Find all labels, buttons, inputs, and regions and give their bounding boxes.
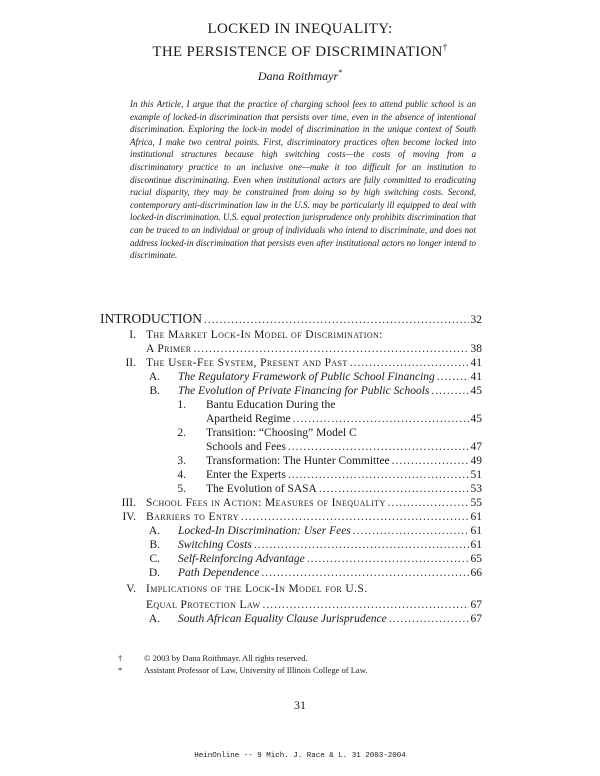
toc-number: V.	[126, 583, 136, 595]
toc-leader	[288, 468, 469, 482]
toc-leader	[262, 598, 468, 612]
toc-row	[206, 440, 482, 454]
toc-page: 67	[470, 599, 482, 611]
toc-page: 65	[470, 553, 482, 565]
toc-page: 41	[470, 357, 482, 369]
toc-leader	[293, 412, 469, 426]
author-text: Danа Roithmayr	[257, 69, 339, 83]
page-number: 31	[294, 698, 306, 712]
toc-number: 4.	[177, 469, 186, 481]
toc-number: 3.	[177, 455, 186, 467]
toc-page: 41	[470, 371, 482, 383]
footnote	[118, 652, 478, 664]
toc-row	[146, 342, 482, 356]
toc-number: IV.	[122, 511, 136, 523]
toc-page: 61	[470, 525, 482, 537]
toc-leader	[353, 524, 469, 538]
footnote	[118, 664, 478, 676]
footnote-mark: *	[118, 665, 123, 675]
toc-label: INTRODUCTION	[100, 311, 202, 326]
toc-page: 49	[470, 455, 482, 467]
toc-row	[138, 552, 482, 566]
toc-label: Path Dependence	[178, 567, 260, 579]
toc-row	[138, 524, 482, 538]
footnote-text: Assistant Professor of Law, University of Illinois College of Law.	[144, 665, 368, 675]
toc-number: B.	[149, 385, 160, 397]
toc-page: 67	[470, 613, 482, 625]
toc-page: 55	[470, 497, 482, 509]
toc-row	[114, 582, 482, 596]
toc-page: 61	[470, 511, 482, 523]
toc-label: Barriers to Entry	[146, 511, 239, 523]
toc-number: D.	[148, 567, 160, 579]
toc-leader	[254, 538, 469, 552]
toc-row	[138, 538, 482, 552]
toc-row	[164, 468, 482, 482]
toc-row	[114, 356, 482, 370]
footnote-mark: †	[118, 653, 123, 663]
toc-page: 53	[470, 483, 482, 495]
toc-row	[114, 510, 482, 524]
toc-number: 1.	[177, 399, 186, 411]
toc-row	[164, 426, 482, 440]
toc-page: 45	[470, 385, 482, 397]
toc-number: A.	[148, 371, 160, 383]
toc-number: B.	[149, 539, 160, 551]
toc-label: The Regulatory Framework of Public School Financing	[178, 371, 435, 383]
source-footer: HeinOnline -- 9 Mich. J. Race & L. 31 2003-2004	[194, 752, 406, 760]
toc-label: The User-Fee System, Present and Past	[146, 357, 348, 369]
toc-label: Enter the Experts	[206, 469, 286, 481]
toc-label: South African Equality Clause Jurisprudence	[178, 613, 387, 625]
toc-leader	[288, 440, 469, 454]
footnotes	[118, 652, 478, 676]
toc-page: 51	[470, 469, 482, 481]
toc-label: Transition: “Choosing” Model C	[206, 427, 357, 439]
abstract: In this Article, I argue that the practice of charging school fees to attend public school is an example of locked-in discrimination that persists over time, even in the absence of intentional discrimination. Exploring the lock-in model of discrimination in the unique context of South Africa, I make two central points. First, discriminatory practices often become locked into institutional structures because high switching costs—the costs of moving from a discriminatory practice to an inclusive one—make it too difficult for an institution to discontinue discriminating. Even when institutional actors are fully committed to eradicating racial disparity, they may be constrained from doing so by high switching costs. Second, contemporary anti-discrimination law in the U.S. may be particularly ill equipped to deal with locked-in discrimination. U.S. equal protection jurisprudence only prohibits discrimination that can be traced to an individual or group of individuals who intend to discriminate, and does not address locked-in discrimination that persists even after institutional actors no longer intend to discriminate.	[130, 99, 476, 261]
toc-leader	[437, 370, 469, 384]
toc-row	[138, 384, 482, 398]
toc-number: 2.	[177, 427, 186, 439]
toc-number: C.	[149, 553, 160, 565]
toc-label: Self-Reinforcing Advantage	[178, 553, 305, 565]
toc-leader	[307, 552, 469, 566]
toc-row	[164, 454, 482, 468]
toc-label: Apartheid Regime	[206, 413, 291, 425]
toc-page: 45	[470, 413, 482, 425]
toc-leader	[261, 566, 468, 580]
toc-leader	[204, 313, 469, 327]
toc-number: II.	[125, 357, 136, 369]
toc-label: Locked-In Discrimination: User Fees	[178, 525, 351, 537]
footnote-text: © 2003 by Dana Roithmayr. All rights reserved.	[144, 653, 308, 663]
title-footnote-mark: †	[442, 42, 448, 52]
toc-label: Implications of the Lock-In Model for U.S.	[146, 583, 368, 595]
toc-leader	[392, 454, 469, 468]
toc-leader	[193, 342, 468, 356]
toc-row	[100, 312, 482, 327]
toc-label: The Market Lock-In Model of Discrimination:	[146, 329, 383, 341]
toc-row	[138, 612, 482, 626]
toc-row	[206, 412, 482, 426]
toc-row	[114, 496, 482, 510]
toc-number: III.	[121, 497, 136, 509]
author-footnote-mark: *	[338, 68, 343, 77]
toc-label: Equal Protection Law	[146, 599, 261, 611]
toc-row	[138, 566, 482, 580]
toc-label: Switching Costs	[178, 539, 252, 551]
toc-label: Bantu Education During the	[206, 399, 336, 411]
toc-label: A Primer	[146, 343, 192, 355]
toc-row	[138, 370, 482, 384]
toc-leader	[388, 496, 469, 510]
toc-page: 47	[470, 441, 482, 453]
toc-page: 32	[470, 314, 482, 326]
toc-label: School Fees in Action: Measures of Inequality	[146, 497, 386, 509]
toc-number: I.	[129, 329, 136, 341]
toc-label: Schools and Fees	[206, 441, 286, 453]
toc-page: 38	[470, 343, 482, 355]
toc-label: Transformation: The Hunter Committee	[206, 455, 390, 467]
toc-number: A.	[148, 525, 160, 537]
article-title-line1: LOCKED IN INEQUALITY:	[207, 21, 393, 37]
toc-leader	[389, 612, 469, 626]
toc-number: 5.	[177, 483, 186, 495]
toc-page: 61	[470, 539, 482, 551]
toc-row	[146, 598, 482, 612]
toc-row	[164, 398, 482, 412]
toc-row	[114, 328, 482, 342]
toc-leader	[431, 384, 468, 398]
toc-label: The Evolution of SASA	[206, 483, 317, 495]
toc-row	[164, 482, 482, 496]
toc-label: The Evolution of Private Financing for Public Schools	[178, 385, 430, 397]
toc-leader	[319, 482, 469, 496]
toc-leader	[241, 510, 469, 524]
toc-number: A.	[148, 613, 160, 625]
toc-leader	[350, 356, 469, 370]
article-title-text: THE PERSISTENCE OF DISCRIMINATION	[152, 44, 443, 60]
toc-page: 66	[470, 567, 482, 579]
